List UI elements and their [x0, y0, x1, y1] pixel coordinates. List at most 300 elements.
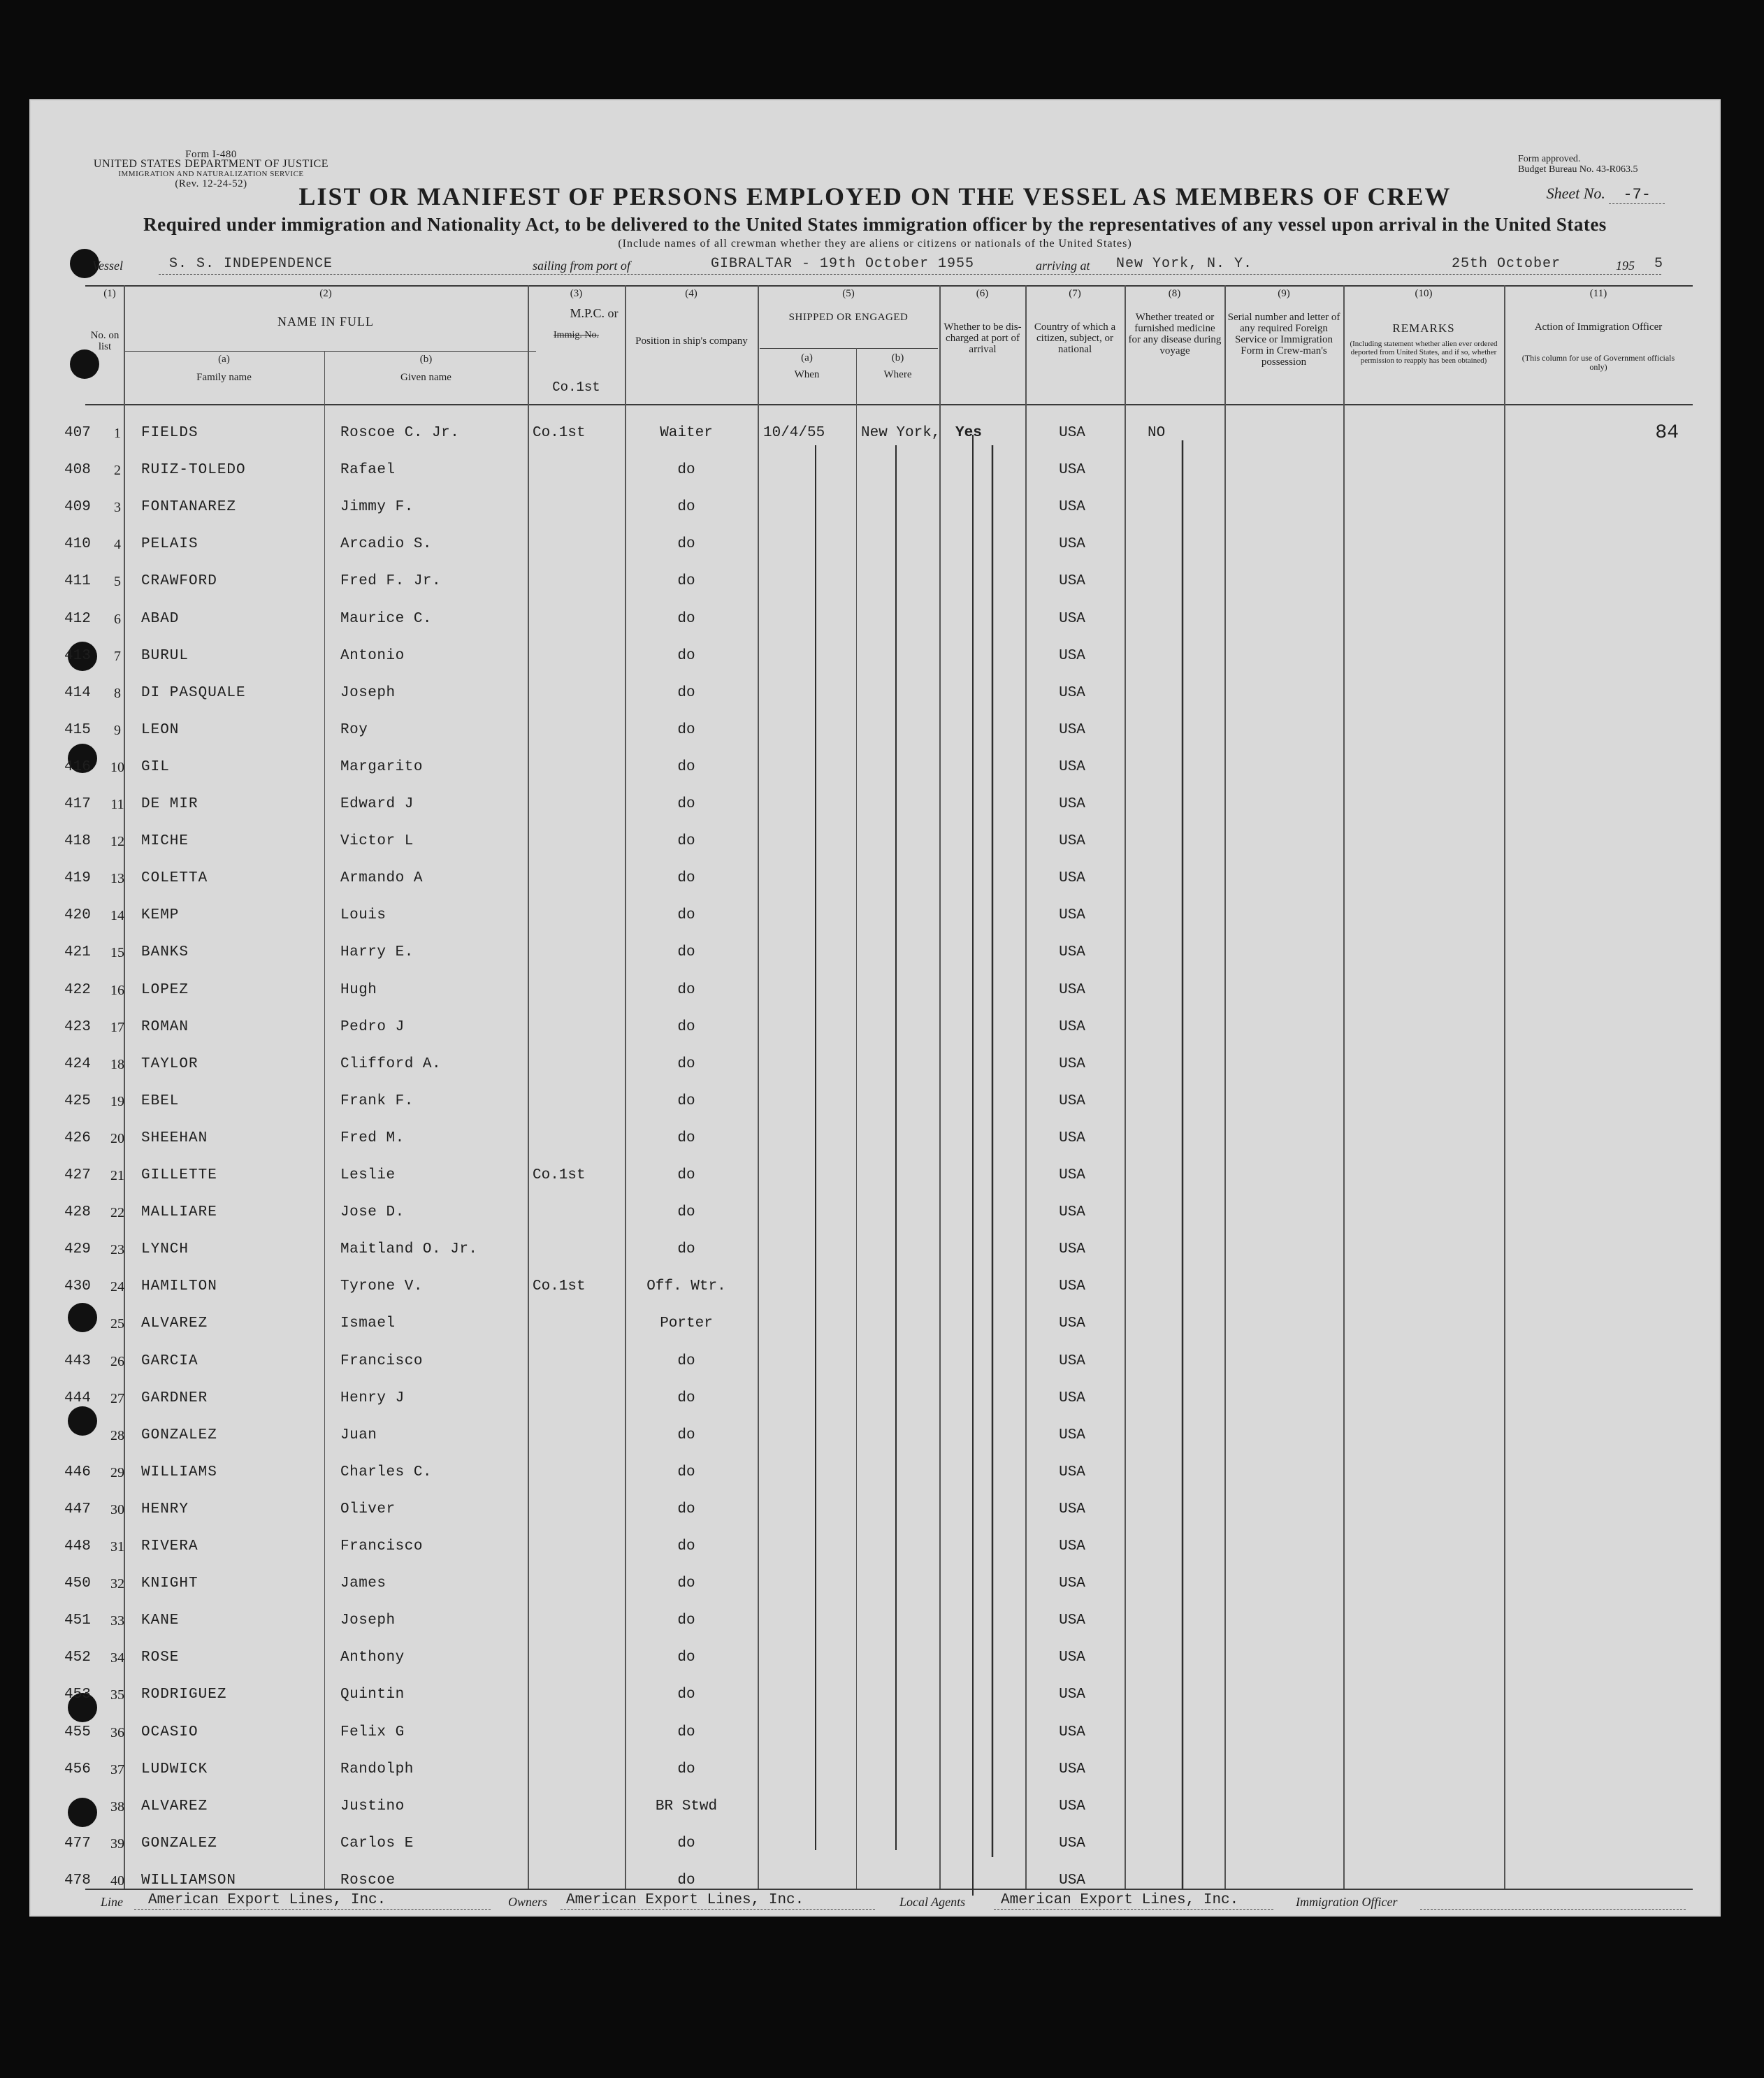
given-name: Antonio [340, 647, 405, 664]
family-name: GARDNER [141, 1390, 208, 1406]
given-name: Juan [340, 1427, 377, 1443]
table-row [29, 1715, 1721, 1751]
position: do [677, 536, 695, 553]
given-name: Jose D. [340, 1204, 405, 1221]
family-name: GARCIA [141, 1352, 198, 1369]
given-name: Louis [340, 907, 386, 924]
country: USA [1059, 1798, 1085, 1814]
position: do [677, 1835, 695, 1852]
col-header-shipped: SHIPPED OR ENGAGED [788, 312, 909, 323]
position: do [677, 1538, 695, 1554]
row-index: 414 [64, 684, 91, 701]
line-value: American Export Lines, Inc. [148, 1892, 386, 1908]
subtitle: Required under immigration and Nationality Act, to be delivered to the United States immigration officer by the representatives of any vessel upon arrival in the United States [143, 214, 1607, 235]
given-name: Oliver [340, 1501, 396, 1517]
col-header-name: NAME IN FULL [277, 315, 374, 329]
country: USA [1059, 1055, 1085, 1072]
row-number: 38 [110, 1798, 124, 1814]
given-name: Felix G [340, 1724, 405, 1740]
country: USA [1059, 1835, 1085, 1852]
row-index: 455 [64, 1724, 91, 1740]
country: USA [1059, 1167, 1085, 1183]
row-index: 417 [64, 796, 91, 812]
family-name: BANKS [141, 944, 189, 961]
family-name: EBEL [141, 1092, 180, 1109]
position: do [677, 758, 695, 775]
vessel-label: Vessel [92, 259, 123, 273]
col-header-medicine: Whether treated or furnished medicine for any disease during voyage [1128, 312, 1222, 356]
col-header-serial: Serial number and letter of any required Foreign Service or Immigration Form in Crew-man's possession [1227, 312, 1340, 368]
family-name: FIELDS [141, 425, 198, 441]
table-row [29, 415, 1721, 452]
family-name: WILLIAMS [141, 1464, 217, 1480]
table-row [29, 675, 1721, 712]
given-name: Jimmy F. [340, 499, 414, 516]
given-name: Margarito [340, 758, 423, 775]
table-row [29, 1455, 1721, 1491]
col-number: (6) [976, 288, 989, 299]
discharged: Yes [955, 425, 982, 441]
row-number: 19 [110, 1093, 124, 1109]
country: USA [1059, 1687, 1085, 1703]
country: USA [1059, 1390, 1085, 1406]
table-row [29, 749, 1721, 786]
position: do [677, 1761, 695, 1777]
country: USA [1059, 1315, 1085, 1332]
row-index: 478 [64, 1872, 91, 1889]
family-name: MICHE [141, 833, 189, 850]
row-number: 37 [110, 1761, 124, 1777]
family-name: FONTANAREZ [141, 499, 237, 516]
given-name: Roscoe C. Jr. [340, 425, 460, 441]
position: do [677, 1167, 695, 1183]
row-number: 7 [114, 648, 121, 664]
position: do [677, 1241, 695, 1258]
row-number: 12 [110, 834, 124, 850]
col-number: (9) [1278, 288, 1290, 299]
family-name: PELAIS [141, 536, 198, 553]
position: do [677, 1018, 695, 1035]
table-row [29, 1083, 1721, 1120]
family-name: LEON [141, 721, 180, 738]
row-index: 456 [64, 1761, 91, 1777]
country: USA [1059, 870, 1085, 887]
row-index: 446 [64, 1464, 91, 1480]
table-row [29, 1343, 1721, 1380]
row-number: 13 [110, 871, 124, 887]
position: do [677, 1612, 695, 1629]
country: USA [1059, 1352, 1085, 1369]
country: USA [1059, 1241, 1085, 1258]
medicine: NO [1148, 425, 1166, 441]
position: do [677, 1501, 695, 1517]
col-header-given-letter: (b) [419, 354, 433, 365]
family-name: CRAWFORD [141, 573, 217, 590]
family-name: DE MIR [141, 796, 198, 812]
row-number: 27 [110, 1390, 124, 1406]
table-row [29, 1009, 1721, 1046]
table-row [29, 1195, 1721, 1231]
position: Porter [660, 1315, 713, 1332]
given-name: Frank F. [340, 1092, 414, 1109]
given-name: Joseph [340, 684, 396, 701]
country: USA [1059, 1650, 1085, 1666]
table-row [29, 1269, 1721, 1305]
given-name: Edward J [340, 796, 414, 812]
position: Waiter [660, 425, 713, 441]
row-number: 15 [110, 945, 124, 961]
country: USA [1059, 425, 1085, 441]
position: do [677, 721, 695, 738]
position: do [677, 1130, 695, 1146]
country: USA [1059, 536, 1085, 553]
row-index: 448 [64, 1538, 91, 1554]
row-index: 408 [64, 462, 91, 479]
agents-label: Local Agents [899, 1895, 966, 1909]
country: USA [1059, 499, 1085, 516]
table-row [29, 1157, 1721, 1194]
mpc-number: Co.1st [533, 425, 586, 441]
family-name: HENRY [141, 1501, 189, 1517]
position: do [677, 1390, 695, 1406]
col-number: (7) [1069, 288, 1081, 299]
position: do [677, 1092, 695, 1109]
officer-action: 84 [1655, 422, 1679, 444]
table-row [29, 563, 1721, 600]
table-row [29, 712, 1721, 749]
family-name: SHEEHAN [141, 1130, 208, 1146]
approval-line: Form approved. [1518, 154, 1581, 164]
family-name: ROSE [141, 1650, 180, 1666]
family-name: GONZALEZ [141, 1427, 217, 1443]
row-index: 443 [64, 1352, 91, 1369]
row-number: 2 [114, 463, 121, 479]
family-name: RIVERA [141, 1538, 198, 1554]
country: USA [1059, 573, 1085, 590]
row-index: 419 [64, 870, 91, 887]
country: USA [1059, 1612, 1085, 1629]
position: do [677, 499, 695, 516]
row-index: 428 [64, 1204, 91, 1221]
shipped-where: New York, [861, 425, 941, 441]
row-number: 30 [110, 1501, 124, 1517]
row-number: 39 [110, 1835, 124, 1852]
col-number: (3) [570, 288, 583, 299]
given-name: Armando A [340, 870, 423, 887]
page-title: LIST OR MANIFEST OF PERSONS EMPLOYED ON THE VESSEL AS MEMBERS OF CREW [298, 182, 1452, 210]
row-number: 10 [110, 759, 124, 775]
line-label: Line [101, 1895, 124, 1909]
col-header-mpc-written: Co.1st [552, 380, 600, 395]
country: USA [1059, 1872, 1085, 1889]
row-index: 407 [64, 425, 91, 441]
position: do [677, 1352, 695, 1369]
family-name: KEMP [141, 907, 180, 924]
table-row [29, 1789, 1721, 1825]
country: USA [1059, 1018, 1085, 1035]
given-name: Roy [340, 721, 368, 738]
officer-label: Immigration Officer [1296, 1895, 1398, 1909]
family-name: KNIGHT [141, 1575, 198, 1592]
position: do [677, 944, 695, 961]
table-row [29, 1826, 1721, 1862]
position: do [677, 1724, 695, 1740]
col-header-family-letter: (a) [218, 354, 230, 365]
position: do [677, 1687, 695, 1703]
row-index: 409 [64, 499, 91, 516]
row-index: 444 [64, 1390, 91, 1406]
country: USA [1059, 758, 1085, 775]
family-name: GILLETTE [141, 1167, 217, 1183]
row-number: 6 [114, 611, 121, 627]
arriving-at: New York, N. Y. [1116, 256, 1253, 272]
table-row [29, 823, 1721, 860]
given-name: Francisco [340, 1352, 423, 1369]
row-index: 427 [64, 1167, 91, 1183]
row-index: 412 [64, 610, 91, 627]
col-header-remarks-note: (Including statement whether alien ever ordered deported from United States, and if so, whether permission to reapply has been obtained) [1350, 340, 1498, 365]
row-number: 18 [110, 1056, 124, 1072]
given-name: Maitland O. Jr. [340, 1241, 478, 1258]
table-row [29, 1380, 1721, 1417]
country: USA [1059, 1204, 1085, 1221]
col-header-where-letter: (b) [891, 352, 904, 363]
family-name: HAMILTON [141, 1278, 217, 1295]
row-index: 447 [64, 1501, 91, 1517]
country: USA [1059, 1130, 1085, 1146]
table-row [29, 1752, 1721, 1788]
table-row [29, 489, 1721, 526]
given-name: Charles C. [340, 1464, 433, 1480]
row-index: 420 [64, 907, 91, 924]
given-name: Leslie [340, 1167, 396, 1183]
row-number: 22 [110, 1205, 124, 1221]
country: USA [1059, 1761, 1085, 1777]
position: do [677, 833, 695, 850]
col-number: (10) [1415, 288, 1433, 299]
position: do [677, 1872, 695, 1889]
position: do [677, 647, 695, 664]
country: USA [1059, 647, 1085, 664]
country: USA [1059, 721, 1085, 738]
table-row [29, 1306, 1721, 1342]
row-number: 34 [110, 1650, 124, 1666]
given-name: Joseph [340, 1612, 396, 1629]
country: USA [1059, 1501, 1085, 1517]
table-row [29, 1566, 1721, 1602]
row-number: 26 [110, 1353, 124, 1369]
given-name: Rafael [340, 462, 396, 479]
given-name: Carlos E [340, 1835, 414, 1852]
service: IMMIGRATION AND NATURALIZATION SERVICE [118, 170, 304, 178]
row-number: 8 [114, 685, 121, 701]
country: USA [1059, 1092, 1085, 1109]
table-row [29, 1120, 1721, 1157]
table-row [29, 1046, 1721, 1083]
table-row [29, 1492, 1721, 1528]
given-name: Hugh [340, 981, 377, 998]
family-name: LUDWICK [141, 1761, 208, 1777]
given-name: Harry E. [340, 944, 414, 961]
given-name: Victor L [340, 833, 414, 850]
row-number: 9 [114, 722, 121, 738]
table-row [29, 1232, 1721, 1268]
manifest-sheet [29, 99, 1721, 1917]
row-index: 425 [64, 1092, 91, 1109]
col-header-action: Action of Immigration Officer [1534, 322, 1663, 333]
year-suffix: 5 [1654, 256, 1664, 272]
family-name: LYNCH [141, 1241, 189, 1258]
given-name: Quintin [340, 1687, 405, 1703]
revision: (Rev. 12-24-52) [175, 178, 247, 189]
given-name: Randolph [340, 1761, 414, 1777]
row-index: 413 [64, 647, 91, 664]
row-number: 16 [110, 982, 124, 998]
row-number: 40 [110, 1873, 124, 1889]
position: do [677, 684, 695, 701]
family-name: KANE [141, 1612, 180, 1629]
sailing-label: sailing from port of [533, 259, 630, 273]
arrival-date: 25th October [1452, 256, 1561, 272]
family-name: WILLIAMSON [141, 1872, 237, 1889]
table-row [29, 1529, 1721, 1565]
position: do [677, 981, 695, 998]
row-index: 411 [64, 573, 91, 590]
owners-label: Owners [508, 1895, 548, 1909]
col-header-discharged: Whether to be dis-charged at port of arrival [944, 322, 1022, 355]
given-name: Justino [340, 1798, 405, 1814]
mpc-number: Co.1st [533, 1167, 586, 1183]
mpc-number: Co.1st [533, 1278, 586, 1295]
position: do [677, 610, 695, 627]
family-name: ROMAN [141, 1018, 189, 1035]
col-header-no: No. on list [90, 330, 120, 352]
family-name: ALVAREZ [141, 1315, 208, 1332]
sheet-label: Sheet No. [1546, 185, 1605, 202]
row-index: 477 [64, 1835, 91, 1852]
row-index: 430 [64, 1278, 91, 1295]
given-name: Henry J [340, 1390, 405, 1406]
country: USA [1059, 684, 1085, 701]
position: Off. Wtr. [646, 1278, 726, 1295]
col-header-action-note: (This column for use of Government officials only) [1521, 353, 1675, 372]
family-name: DI PASQUALE [141, 684, 246, 701]
position: do [677, 573, 695, 590]
col-header-given: Given name [400, 372, 451, 383]
row-index: 415 [64, 721, 91, 738]
row-number: 32 [110, 1576, 124, 1592]
given-name: James [340, 1575, 386, 1592]
country: USA [1059, 1427, 1085, 1443]
col-number: (11) [1589, 288, 1607, 299]
table-row [29, 1677, 1721, 1713]
row-number: 17 [110, 1019, 124, 1035]
table-row [29, 1417, 1721, 1454]
row-index: 451 [64, 1612, 91, 1629]
country: USA [1059, 796, 1085, 812]
row-index: 424 [64, 1055, 91, 1072]
row-number: 11 [110, 797, 124, 812]
family-name: GONZALEZ [141, 1835, 217, 1852]
form-number: Form I-480 [185, 149, 237, 160]
row-number: 35 [110, 1687, 124, 1703]
row-number: 1 [114, 426, 121, 441]
row-index: 429 [64, 1241, 91, 1258]
position: do [677, 1464, 695, 1480]
position: BR Stwd [655, 1798, 718, 1814]
table-row [29, 526, 1721, 563]
row-index: 423 [64, 1018, 91, 1035]
country: USA [1059, 1575, 1085, 1592]
given-name: Roscoe [340, 1872, 396, 1889]
col-header-mpc-struck: Immig. No. [554, 330, 599, 340]
row-index: 421 [64, 944, 91, 961]
family-name: RUIZ-TOLEDO [141, 462, 246, 479]
position: do [677, 796, 695, 812]
family-name: ALVAREZ [141, 1798, 208, 1814]
country: USA [1059, 1538, 1085, 1554]
family-name: BURUL [141, 647, 189, 664]
row-number: 25 [110, 1316, 124, 1332]
row-number: 4 [114, 537, 121, 553]
family-name: TAYLOR [141, 1055, 198, 1072]
budget-bureau-no: Budget Bureau No. 43-R063.5 [1518, 164, 1638, 175]
sheet-value: -7- [1609, 186, 1665, 204]
family-name: COLETTA [141, 870, 208, 887]
table-row [29, 638, 1721, 674]
row-number: 5 [114, 574, 121, 590]
given-name: Ismael [340, 1315, 396, 1332]
row-number: 23 [110, 1242, 124, 1258]
row-number: 3 [114, 500, 121, 516]
row-number: 20 [110, 1130, 124, 1146]
given-name: Fred M. [340, 1130, 405, 1146]
given-name: Maurice C. [340, 610, 433, 627]
position: do [677, 1650, 695, 1666]
col-header-position: Position in ship's company [635, 335, 748, 347]
country: USA [1059, 1464, 1085, 1480]
col-header-when: When [794, 369, 820, 380]
position: do [677, 870, 695, 887]
country: USA [1059, 833, 1085, 850]
row-index: 418 [64, 833, 91, 850]
col-header-remarks: REMARKS [1392, 322, 1455, 335]
owners-value: American Export Lines, Inc. [566, 1892, 804, 1908]
country: USA [1059, 907, 1085, 924]
given-name: Fred F. Jr. [340, 573, 442, 590]
country: USA [1059, 944, 1085, 961]
col-header-where: Where [883, 369, 912, 380]
given-name: Pedro J [340, 1018, 405, 1035]
row-number: 24 [110, 1279, 124, 1295]
position: do [677, 1575, 695, 1592]
row-index: 410 [64, 536, 91, 553]
col-number: (1) [103, 288, 116, 299]
row-number: 29 [110, 1464, 124, 1480]
row-number: 28 [110, 1427, 124, 1443]
family-name: RODRIGUEZ [141, 1687, 227, 1703]
position: do [677, 462, 695, 479]
row-number: 36 [110, 1724, 124, 1740]
table-row [29, 452, 1721, 489]
table-row [29, 601, 1721, 637]
family-name: LOPEZ [141, 981, 189, 998]
arriving-label: arriving at [1036, 259, 1090, 273]
given-name: Francisco [340, 1538, 423, 1554]
row-index: 416 [64, 758, 91, 775]
family-name: ABAD [141, 610, 180, 627]
position: do [677, 907, 695, 924]
